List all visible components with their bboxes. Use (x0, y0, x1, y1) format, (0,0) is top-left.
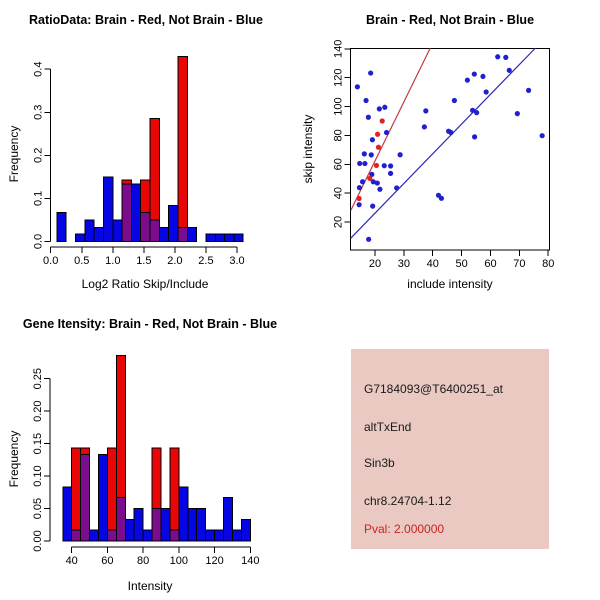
x-tick-label: 50 (455, 258, 468, 270)
locus-text: chr8.24704-1.12 (364, 494, 452, 508)
y-tick-label: 0.00 (32, 530, 44, 552)
brain-fit-line (351, 48, 430, 210)
scatter-point-blue (398, 152, 403, 157)
scatter-point-blue (452, 98, 457, 103)
hist-bar-blue (215, 234, 224, 241)
x-tick-label: 120 (205, 555, 224, 567)
scatter-point-blue (507, 68, 512, 73)
hist-bar-overlap (150, 220, 159, 242)
hist-bar-blue (161, 509, 170, 541)
x-tick-label: 80 (137, 555, 150, 567)
y-tick-label: 0.2 (32, 147, 45, 163)
scatter-title: Brain - Red, Not Brain - Blue (365, 13, 535, 27)
gene-intensity-title: Gene Itensity: Brain - Red, Not Brain - Blue (22, 317, 278, 331)
hist-bar-blue (131, 184, 140, 241)
x-tick-label: 1.5 (136, 255, 152, 267)
x-tick-label: 40 (65, 555, 78, 567)
scatter-point-red (376, 145, 381, 150)
hist-bar-blue (232, 530, 241, 541)
gene-name-text: Sin3b (364, 456, 395, 470)
hist-bar-red (170, 448, 179, 541)
y-tick-label: 100 (332, 97, 345, 116)
hist-bar-blue (187, 227, 196, 241)
hist-bar-blue (98, 455, 107, 541)
scatter-point-blue (474, 110, 479, 115)
ratio-histogram-plot (0, 0, 300, 300)
hist-bar-overlap (122, 184, 131, 241)
gene-intensity-xlabel: Intensity (127, 579, 173, 593)
hist-bar-blue (197, 509, 206, 541)
hist-bar-red (178, 57, 187, 242)
hist-bar-blue (76, 234, 85, 241)
probe-id-text: G7184093@T6400251_at (364, 382, 503, 396)
hist-bar-blue (85, 220, 94, 242)
scatter-point-blue (394, 185, 399, 190)
x-tick-label: 20 (368, 258, 382, 270)
hist-bar-blue (57, 213, 66, 242)
hist-bar-overlap (72, 530, 81, 541)
hist-bar-blue (223, 498, 232, 541)
event-type-text: altTxEnd (364, 420, 412, 434)
hist-bar-overlap (178, 227, 187, 241)
x-tick-label: 80 (542, 258, 555, 270)
scatter-point-blue (362, 151, 367, 156)
hist-bar-blue (241, 520, 250, 541)
y-tick-label: 0.15 (32, 432, 44, 455)
hist-bar-blue (225, 234, 234, 241)
hist-bar-blue (169, 206, 178, 242)
x-tick-label: 70 (513, 258, 526, 270)
y-tick-label: 80 (332, 129, 345, 142)
scatter-point-blue (363, 98, 368, 103)
scatter-point-blue (368, 70, 373, 75)
hist-bar-overlap (141, 213, 150, 242)
x-tick-label: 60 (101, 555, 114, 567)
scatter-point-blue (472, 134, 477, 139)
scatter-point-blue (384, 130, 389, 135)
scatter-point-blue (370, 204, 375, 209)
y-tick-label: 20 (332, 215, 345, 229)
x-tick-label: 0.5 (74, 255, 90, 267)
scatter-point-blue (495, 54, 500, 59)
scatter-point-blue (484, 89, 489, 94)
y-tick-label: 140 (332, 39, 345, 59)
hist-bar-overlap (170, 530, 179, 541)
scatter-point-blue (362, 161, 367, 166)
hist-bar-overlap (81, 455, 90, 541)
scatter-point-blue (503, 55, 508, 60)
hist-bar-blue (159, 227, 168, 241)
hist-bar-blue (206, 234, 215, 241)
scatter-point-blue (369, 152, 374, 157)
y-tick-label: 0.20 (32, 400, 44, 422)
y-tick-label: 40 (332, 187, 345, 200)
scatter-point-blue (515, 111, 520, 116)
scatter-point-red (375, 132, 380, 137)
x-tick-label: 0.0 (43, 255, 59, 267)
hist-bar-red (72, 448, 81, 541)
scatter-point-blue (472, 71, 477, 76)
scatter-point-blue (357, 202, 362, 207)
scatter-point-blue (388, 171, 393, 176)
scatter-point-blue (366, 115, 371, 120)
gene-intensity-histogram-plot (0, 300, 300, 600)
hist-bar-blue (188, 509, 197, 541)
hist-bar-overlap (107, 530, 116, 541)
hist-bar-blue (103, 177, 112, 242)
scatter-point-blue (377, 187, 382, 192)
hist-bar-blue (143, 530, 152, 541)
scatter-point-blue (480, 74, 485, 79)
scatter-point-blue (375, 180, 380, 185)
hist-bar-blue (215, 530, 224, 541)
y-tick-label: 0.10 (32, 465, 44, 487)
hist-bar-blue (179, 487, 188, 541)
y-tick-label: 0.25 (32, 367, 44, 390)
gene-intensity-ylabel: Frequency (7, 430, 21, 488)
hist-bar-blue (234, 234, 243, 241)
scatter-point-blue (382, 105, 387, 110)
hist-bar-blue (94, 227, 103, 241)
ratio-histogram-xlabel: Log2 Ratio Skip/Include (81, 277, 209, 291)
scatter-point-red (380, 118, 385, 123)
ratio-histogram-title: RatioData: Brain - Red, Not Brain - Blue (28, 13, 264, 27)
x-tick-label: 60 (484, 258, 497, 270)
scatter-point-blue (377, 106, 382, 111)
x-tick-label: 3.0 (229, 255, 245, 267)
y-tick-label: 0.4 (32, 61, 45, 77)
y-tick-label: 0.3 (32, 104, 45, 120)
hist-bar-overlap (116, 498, 125, 541)
scatter-point-blue (360, 179, 365, 184)
hist-bar-red (107, 448, 116, 541)
scatter-point-blue (382, 163, 387, 168)
y-tick-label: 0.0 (32, 233, 45, 250)
hist-bar-blue (125, 520, 134, 541)
scatter-point-blue (370, 137, 375, 142)
scatter-point-blue (448, 130, 453, 135)
x-tick-label: 2.0 (167, 255, 183, 267)
ratio-histogram-ylabel: Frequency (7, 125, 21, 183)
scatter-xlabel: include intensity (407, 277, 493, 291)
hist-bar-blue (63, 487, 72, 541)
x-tick-label: 40 (426, 258, 439, 270)
scatter-point-blue (355, 84, 360, 89)
hist-bar-blue (90, 530, 99, 541)
hist-bar-blue (134, 509, 143, 541)
scatter-point-blue (526, 88, 531, 93)
scatter-point-blue (357, 161, 362, 166)
pval-text: Pval: 2.000000 (364, 522, 445, 536)
x-tick-label: 2.5 (198, 255, 214, 267)
y-tick-label: 0.05 (32, 497, 44, 520)
y-tick-label: 120 (332, 68, 345, 87)
scatter-point-blue (465, 78, 470, 83)
notbrain-fit-line (351, 48, 535, 238)
x-tick-label: 30 (397, 258, 410, 270)
scatter-ylabel: skip intensity (301, 114, 315, 184)
intensity-scatter-plot (300, 0, 600, 300)
x-tick-label: 1.0 (105, 255, 121, 267)
x-tick-label: 140 (241, 555, 260, 567)
y-tick-label: 60 (332, 158, 345, 171)
scatter-point-blue (439, 196, 444, 201)
scatter-point-blue (357, 185, 362, 190)
scatter-point-blue (366, 237, 371, 242)
scatter-point-red (357, 196, 362, 201)
scatter-point-red (374, 163, 379, 168)
x-tick-label: 100 (169, 555, 189, 567)
scatter-point-blue (540, 133, 545, 138)
hist-bar-blue (113, 220, 122, 242)
y-tick-label: 0.1 (32, 190, 45, 207)
hist-bar-overlap (152, 509, 161, 541)
scatter-point-blue (388, 163, 393, 168)
scatter-point-red (367, 176, 372, 181)
scatter-point-blue (422, 124, 427, 129)
hist-bar-blue (206, 530, 215, 541)
info-panel (351, 349, 549, 549)
scatter-point-blue (423, 108, 428, 113)
